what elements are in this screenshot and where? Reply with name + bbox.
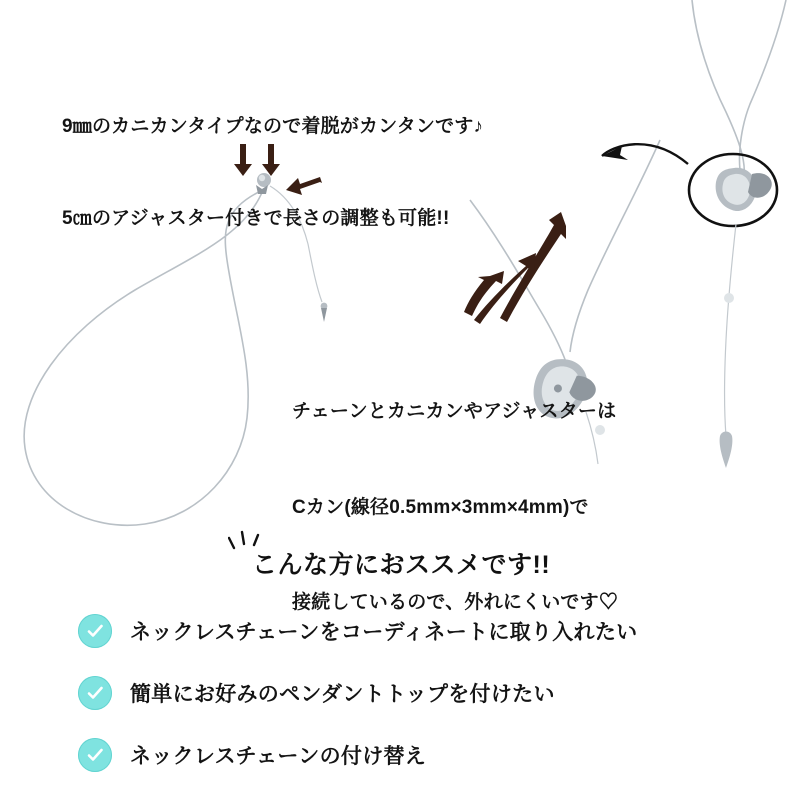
necklace-worn-photo [600, 0, 800, 500]
recommendation-list [78, 600, 738, 786]
list-item [78, 662, 738, 724]
check-circle-icon [78, 614, 112, 648]
check-circle-icon [78, 738, 112, 772]
mid-copy-line-3: 接続しているので、外れにくいです♡ [292, 592, 619, 614]
top-copy-block [62, 50, 483, 296]
list-item-label: 簡単にお好みのペンダントトップを付けたい [130, 683, 555, 706]
mid-copy-line-2: Cカン(線径0.5mm×3mm×4mm)で [292, 496, 589, 518]
list-item-label: ネックレスチェーンをコーディネートに取り入れたい [130, 621, 638, 644]
list-item [78, 600, 738, 662]
mid-copy-line-1: チェーンとカニカンやアジャスターは [292, 400, 617, 422]
check-circle-icon [78, 676, 112, 710]
page-title: こんな方におススメです!! [252, 551, 551, 579]
top-copy-line-2: 5㎝のアジャスター付きで長さの調整も可能!! [62, 207, 450, 229]
list-item [78, 724, 738, 786]
list-item-label: ネックレスチェーンの付け替え [130, 745, 427, 768]
top-copy-line-1: 9㎜のカニカンタイプなので着脱がカンタンです♪ [62, 115, 484, 137]
